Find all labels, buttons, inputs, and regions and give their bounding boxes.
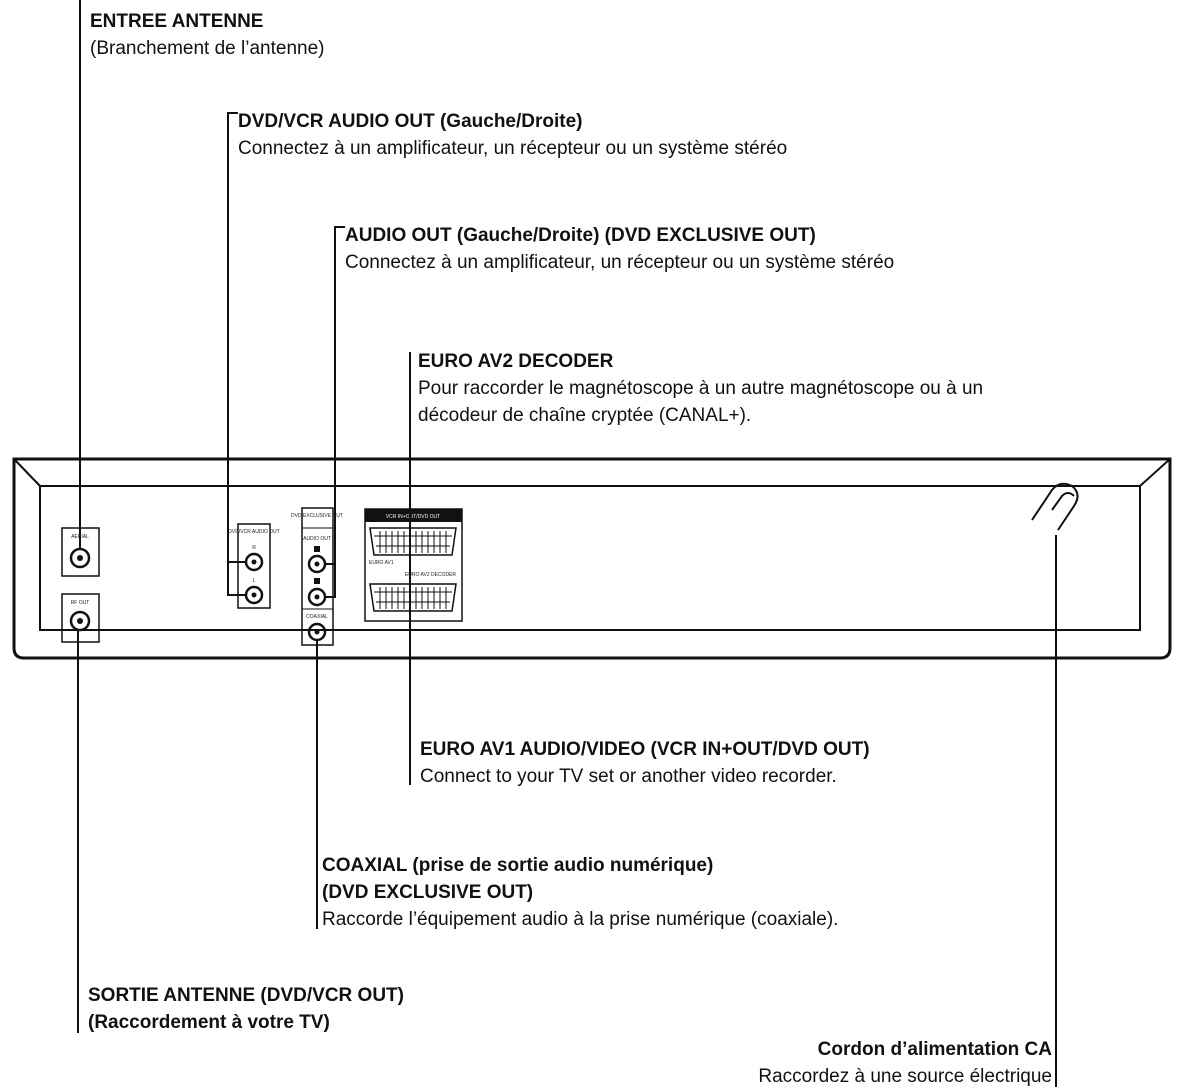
sortie-antenne-desc: (Raccordement à votre TV) <box>88 1012 330 1033</box>
euro-av1-desc: Connect to your TV set or another video recorder. <box>420 766 837 787</box>
euro-av1-callout <box>420 736 870 790</box>
coaxial-desc: Raccorde l’équipement audio à la prise numérique (coaxiale). <box>322 909 839 930</box>
coaxial-callout <box>322 852 838 933</box>
euro-av2-callout <box>418 348 983 429</box>
r-label: R <box>252 545 256 551</box>
l-label: L <box>252 578 256 584</box>
audio-out-dvd-callout <box>345 222 894 276</box>
euro-av2-desc-line2: décodeur de chaîne cryptée (CANAL+). <box>418 405 752 426</box>
entree-antenne-desc: (Branchement de l’antenne) <box>90 38 325 59</box>
sortie-antenne-callout <box>88 982 404 1036</box>
audio-out-dvd-desc: Connectez à un amplificateur, un récepteur ou un système stéréo <box>345 252 895 273</box>
euro-av2-title: EURO AV2 DECODER <box>418 351 614 372</box>
dvd-exclusive-out-panel-label: DVD EXCLUSIVE OUT <box>291 513 343 519</box>
coaxial-title-line1: COAXIAL (prise de sortie audio numérique) <box>322 855 714 876</box>
rf-out-jack <box>62 594 99 642</box>
coaxial-panel-label: COAXIAL <box>306 614 328 620</box>
coaxial-title-line2: (DVD EXCLUSIVE OUT) <box>322 882 534 903</box>
dvd-vcr-audio-out-title: DVD/VCR AUDIO OUT (Gauche/Droite) <box>238 111 583 132</box>
cordon-callout <box>758 1036 1052 1090</box>
cordon-title: Cordon d’alimentation CA <box>817 1039 1052 1060</box>
power-cord <box>1032 484 1078 530</box>
euro-av2-panel-label: EURO AV2 DECODER <box>404 572 456 578</box>
euro-av1-panel-label: EURO AV1 <box>369 560 394 566</box>
unit-body <box>14 459 1170 658</box>
cordon-desc: Raccordez à une source électrique <box>758 1066 1052 1087</box>
scart-block <box>365 509 462 621</box>
dvd-vcr-audio-out-panel-label: DVD/VCR AUDIO OUT <box>228 529 280 535</box>
audio-out-dvd-title: AUDIO OUT (Gauche/Droite) (DVD EXCLUSIVE OUT) <box>345 225 816 246</box>
aerial-label: AERIAL <box>71 534 89 540</box>
scart-header-label: VCR IN+OUT/DVD OUT <box>385 514 441 520</box>
euro-av1-title: EURO AV1 AUDIO/VIDEO (VCR IN+OUT/DVD OUT) <box>420 739 870 760</box>
sortie-antenne-title: SORTIE ANTENNE (DVD/VCR OUT) <box>88 985 404 1006</box>
dvd-vcr-audio-out-callout <box>238 108 787 162</box>
audio-out-panel-label: AUDIO OUT <box>303 536 331 542</box>
dvd-vcr-audio-out-desc: Connectez à un amplificateur, un récepteur ou un système stéréo <box>238 138 788 159</box>
entree-antenne-callout <box>90 8 324 62</box>
euro-av2-desc-line1: Pour raccorder le magnétoscope à un autre magnétoscope ou à un <box>418 378 984 399</box>
rf-out-label: RF OUT <box>70 600 90 606</box>
entree-antenne-title: ENTREE ANTENNE <box>90 11 264 32</box>
